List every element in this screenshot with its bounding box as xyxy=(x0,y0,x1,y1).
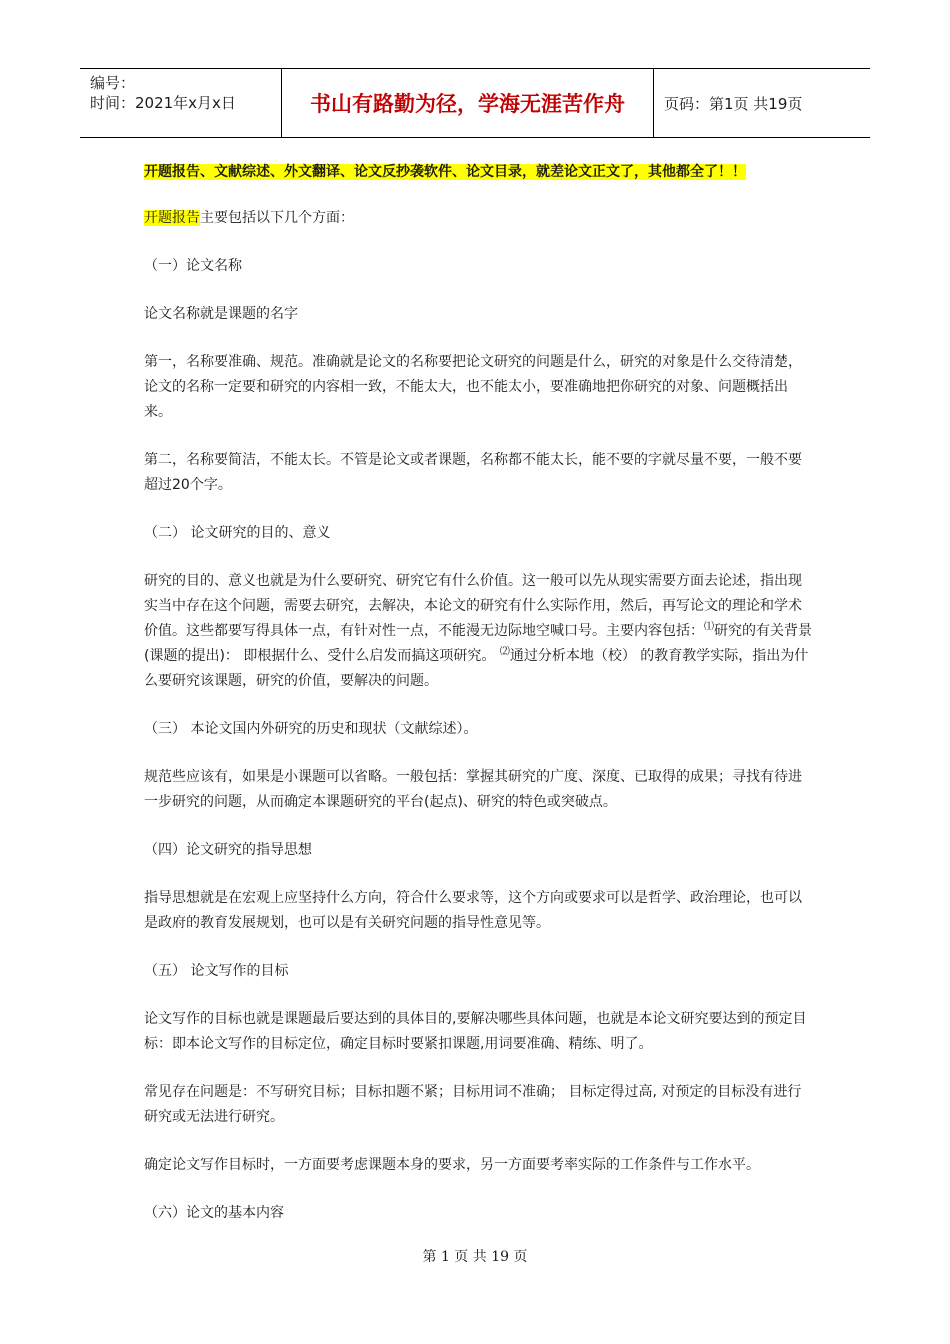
header-motto-cell xyxy=(281,69,654,137)
body-paragraph: 第二，名称要简洁，不能太长。不管是论文或者课题，名称都不能太长，能不要的字就尽量不要，一般不要超过20个字。 xyxy=(144,452,802,493)
body-paragraph: 论文写作的目标也就是课题最后要达到的具体目的,要解决哪些具体问题，也就是本论文研究要达到的预定目标：即本论文写作的目标定位，确定目标时要紧扣课题,用词要准确、精练、明了。 xyxy=(144,1011,807,1052)
body-paragraph: 确定论文写作目标时，一方面要考虑课题本身的要求，另一方面要考率实际的工作条件与工作水平。 xyxy=(144,1157,760,1173)
intro-paragraph xyxy=(144,206,814,231)
page-footer: 第 1 页 共 19 页 xyxy=(422,1249,528,1265)
section-heading: （五） 论文写作的目标 xyxy=(144,963,289,979)
section-heading: （一）论文名称 xyxy=(144,258,242,274)
banner-paragraph xyxy=(144,160,814,185)
reference-marker: ⑵ xyxy=(499,646,510,658)
section-heading: （三） 本论文国内外研究的历史和现状（文献综述）。 xyxy=(144,721,478,737)
body-paragraph: 论文名称就是课题的名字 xyxy=(144,306,298,322)
section-heading: （二） 论文研究的目的、意义 xyxy=(144,525,331,541)
body-paragraph: 常见存在问题是：不写研究目标；目标扣题不紧；目标用词不准确； 目标定得过高, 对预定的目标没有进行研究或无法进行研究。 xyxy=(144,1084,802,1125)
serial-label: 编号： xyxy=(90,74,136,92)
motto: 书山有路勤为径，学海无涯苦作舟 xyxy=(310,91,625,116)
body-paragraph: 指导思想就是在宏观上应坚持什么方向，符合什么要求等，这个方向或要求可以是哲学、政治理论，也可以是政府的教育发展规划，也可以是有关研究问题的指导性意见等。 xyxy=(144,890,802,931)
header-meta xyxy=(80,69,281,137)
body-paragraph: 规范些应该有，如果是小课题可以省略。一般包括：掌握其研究的广度、深度、已取得的成果；寻找有待进一步研究的问题，从而确定本课题研究的平台(起点)、研究的特色或突破点。 xyxy=(144,769,802,810)
section-heading: （六）论文的基本内容 xyxy=(144,1205,284,1221)
banner-text: 开题报告、文献综述、外文翻译、论文反抄袭软件、论文目录，就差论文正文了，其他都全了！！ xyxy=(144,164,746,180)
reference-marker: ⑴ xyxy=(704,621,714,633)
paragraph-text: 通过分析本地（校） 的教育教学实际，指出为什么要研究该课题，研究的价值，要解决的问题。 xyxy=(144,648,809,689)
page-header xyxy=(80,68,870,138)
paragraph-text: 研究的目的、意义也就是为什么要研究、研究它有什么价值。这一般可以先从现实需要方面去论述，指出现实当中存在这个问题，需要去研究，去解决，本论文的研究有什么实际作用，然后，再写论文的理论和学术价值。这些都要写得具体一点，有针对性一点，不能漫无边际地空喊口号。主要内容包括： xyxy=(144,573,802,639)
document-body xyxy=(144,160,814,1249)
page-info: 页码：第1页 共19页 xyxy=(664,94,803,113)
body-paragraph xyxy=(144,569,814,694)
header-page-info xyxy=(654,69,870,137)
time-label: 时间：2021年x月x日 xyxy=(90,94,236,112)
intro-text: 主要包括以下几个方面： xyxy=(200,210,354,226)
paragraph-text: 研究的有关背景(课题的提出)： 即根据什么、受什么启发而搞这项研究。 xyxy=(144,623,812,664)
intro-highlight: 开题报告 xyxy=(144,210,200,226)
section-heading: （四）论文研究的指导思想 xyxy=(144,842,312,858)
body-paragraph: 第一，名称要准确、规范。准确就是论文的名称要把论文研究的问题是什么，研究的对象是什么交待清楚，论文的名称一定要和研究的内容相一致，不能太大，也不能太小，要准确地把你研究的对象、问题概括出来。 xyxy=(144,354,802,420)
